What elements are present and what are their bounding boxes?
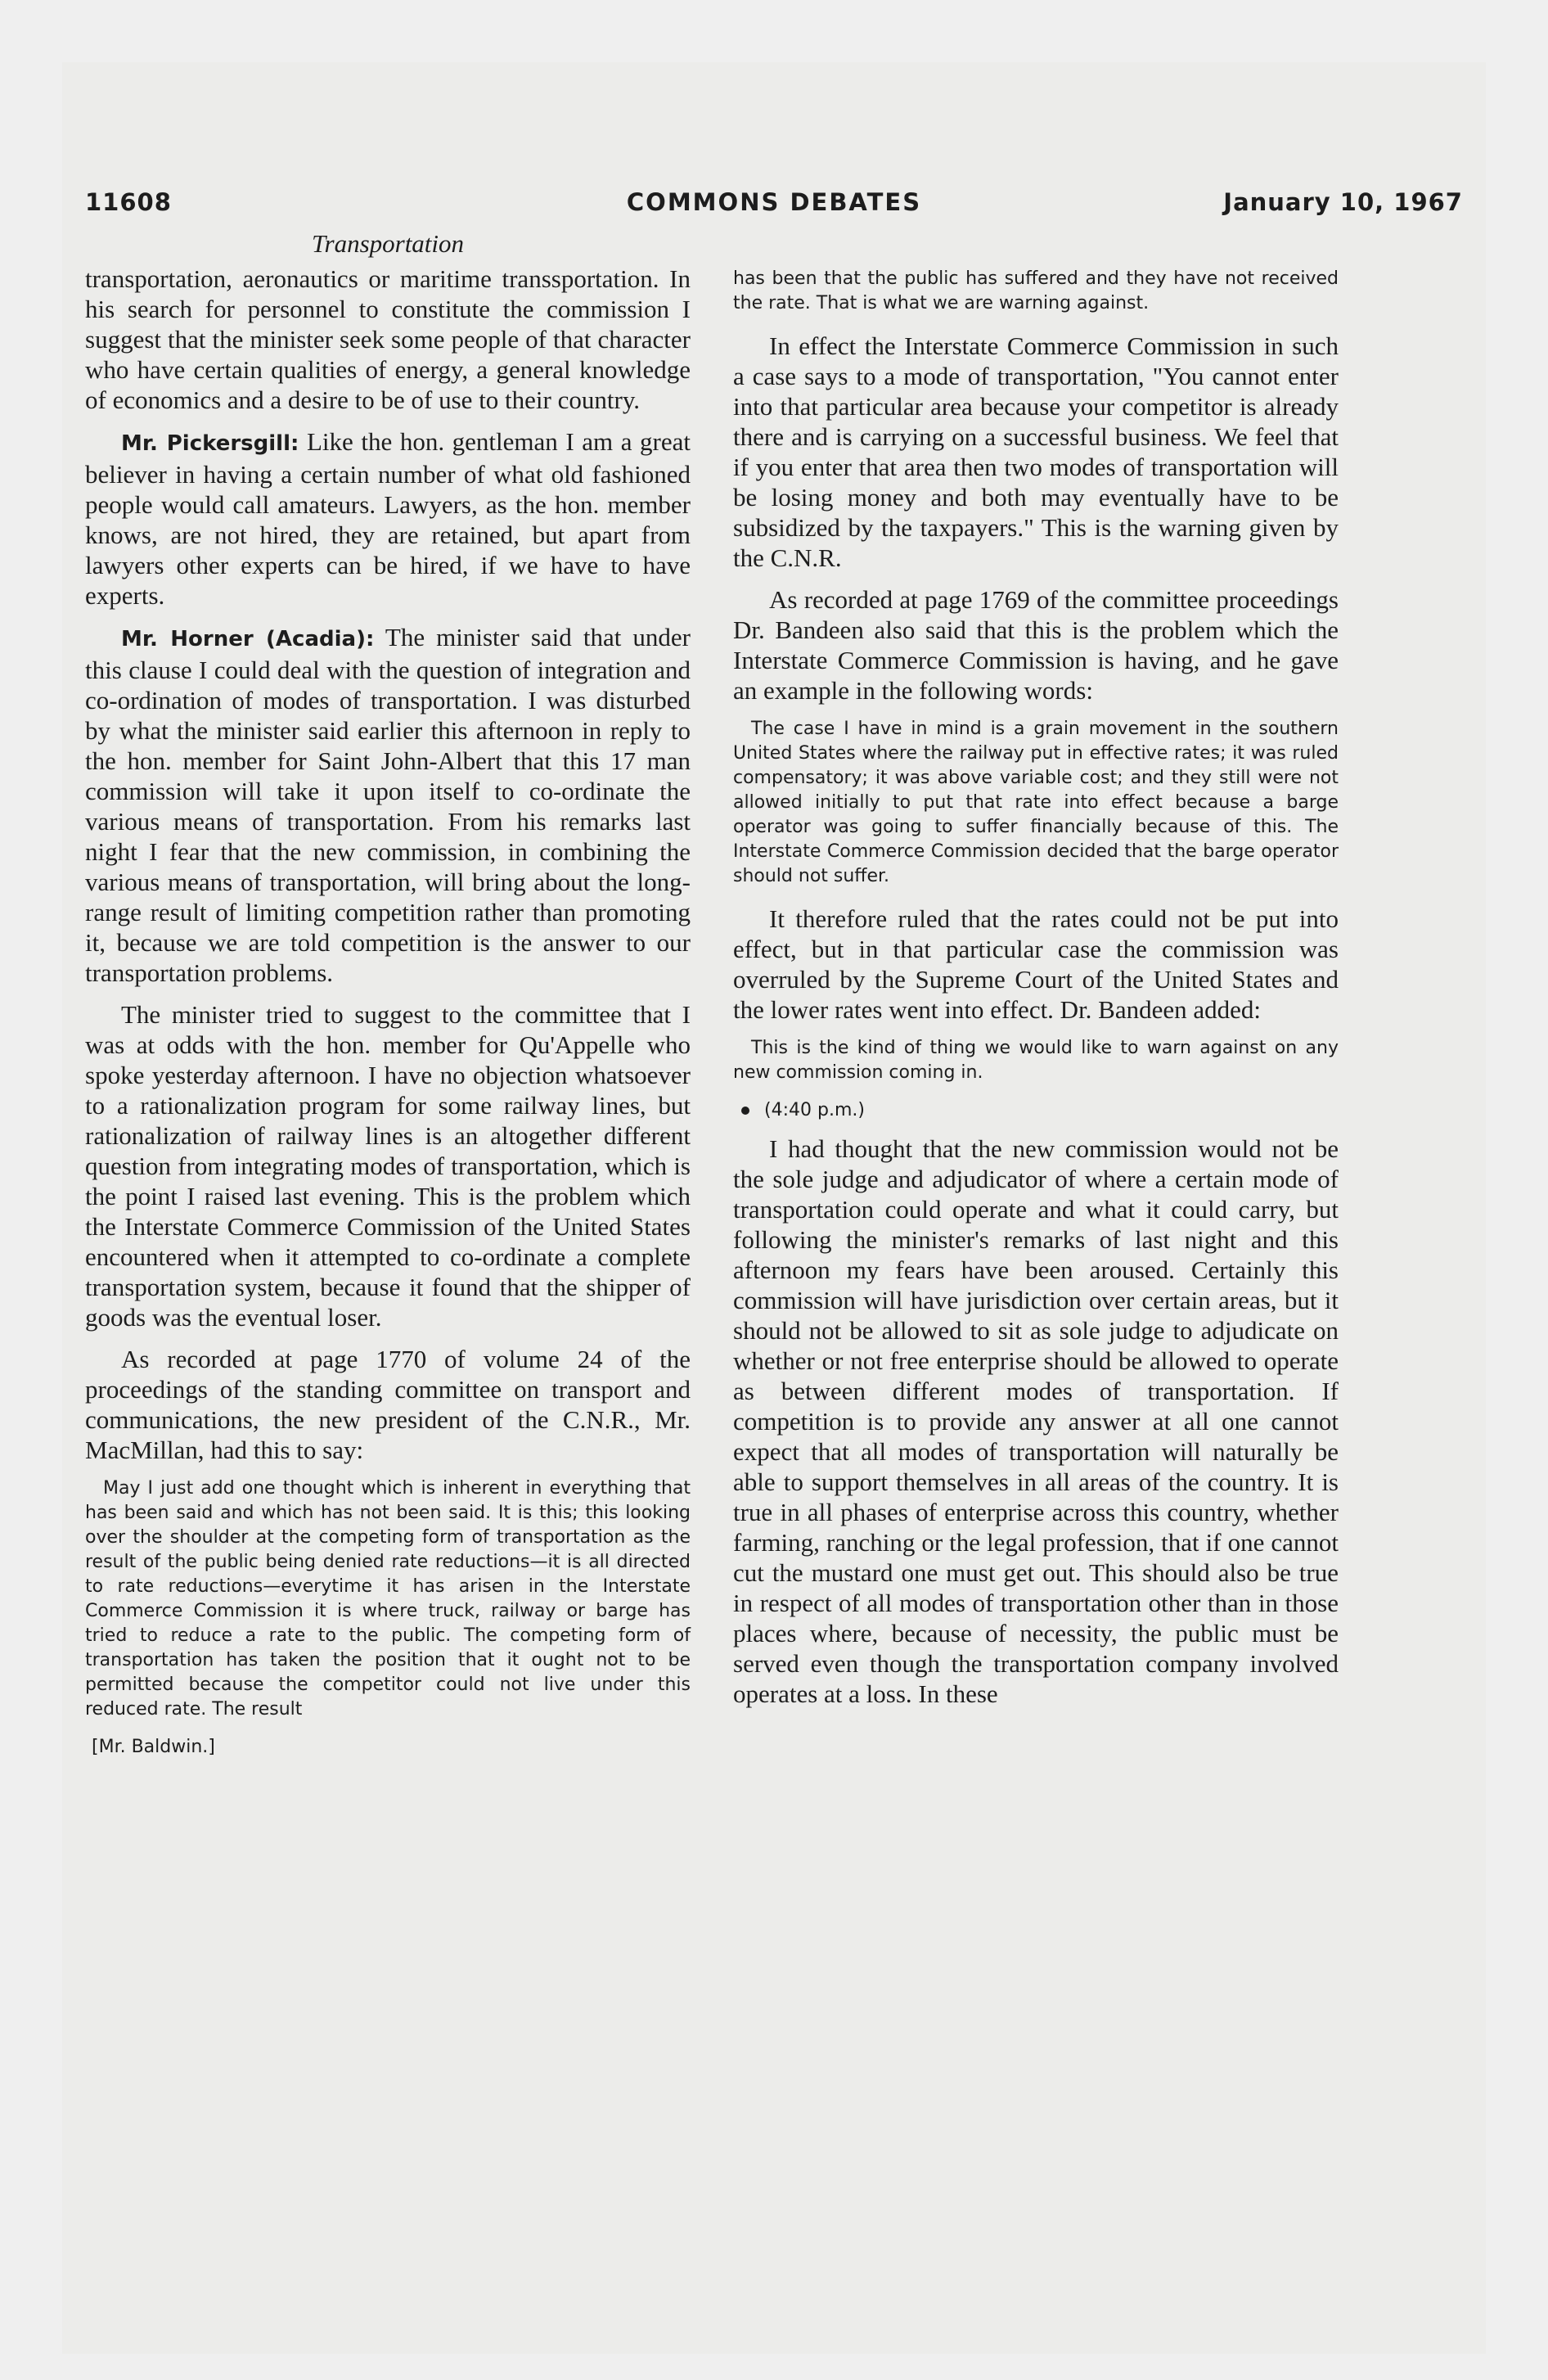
speech-text: The minister said that under this clause I could deal with the question of integration and co-ordination of modes of transportation. I was disturbed by what the minister said earlier this afternoon in reply to the hon. member for Saint John-Albert that this 17 man commission will take it upon itself to co-ordinate the various means of transportation. From his remarks last night I fear that the new commission, in combining the various means of transportation, will bring about the long-range result of limiting competition rather than promoting it, because we are told competition is the answer to our transportation problems. (85, 623, 691, 987)
speaker-name: Mr. Horner (Acadia): (121, 627, 375, 651)
speech-text: Like the hon. gentleman I am a great believer in having a certain number of what old fashioned people would call amateurs. Lawyers, as the hon. member knows, are not hired, they are retained, but apart from lawyers other experts can be hired, if we have to have experts. (85, 427, 691, 610)
paragraph: In effect the Interstate Commerce Commission in such a case says to a mode of transportation, "You cannot enter into that particular area because your competitor is already there and is carrying on a successful business. We feel that if you enter that area then two modes of transportation will be losing money and both may eventually have to be subsidized by the taxpayers." This is the warning given by the C.N.R. (733, 331, 1339, 572)
page-number: 11608 (85, 188, 172, 216)
bullet-icon (741, 1107, 749, 1115)
block-quote: May I just add one thought which is inherent in everything that has been said and which has not been said. It is this; this looking over the shoulder at the competing form of transportation as the result of the public being denied rate reductions—it is all directed to rate reductions—everytime it has arisen in the Interstate Commerce Commission it is where truck, railway or barge has tried to reduce a rate to the public. The competing form of transportation has taken the position that it ought not to be permitted because the competitor could not live under this reduced rate. The result (85, 1478, 691, 1720)
paragraph: transportation, aeronautics or maritime transsportation. In his search for personnel to constitute the commission I suggest that the minister seek some people of that character who have certain qualities of energy, a general knowledge of economics and a desire to be of use to their country. (85, 264, 691, 414)
paragraph (85, 622, 691, 988)
page-footer: [Mr. Baldwin.] (92, 1737, 215, 1757)
speaker-name: Mr. Pickersgill: (121, 431, 299, 456)
block-quote: This is the kind of thing we would like to warn against on any new commission coming in. (733, 1038, 1339, 1083)
paragraph: I had thought that the new commission would not be the sole judge and adjudicator of where a certain mode of transportation could operate and what it could carry, but following the minister's remarks of last night and this afternoon my fears have been aroused. Certainly this commission will have jurisdiction over certain areas, but it should not be allowed to sit as sole judge to adjudicate on whether or not free enterprise should be allowed to operate as between different modes of transportation. If competition is to provide any answer at all one cannot expect that all modes of transportation will naturally be able to support themselves in all areas of the country. It is true in all phases of enterprise across this country, whether farming, ranching or the legal profession, that if one cannot cut the mustard one must get out. This should also be true in respect of all modes of transportation other than in those places where, because of necessity, the public must be served even though the transportation company involved operates at a loss. In these (733, 1134, 1339, 1708)
subject-heading: Transportation (311, 229, 465, 258)
time-stamp (741, 1100, 1339, 1120)
block-quote: has been that the public has suffered and they have not received the rate. That is what we are warning against. (733, 268, 1339, 313)
paragraph: It therefore ruled that the rates could not be put into effect, but in that particular case the commission was overruled by the Supreme Court of the United States and the lower rates went into effect. Dr. Bandeen added: (733, 904, 1339, 1024)
publication-date: January 10, 1967 (1223, 188, 1463, 216)
paragraph: As recorded at page 1770 of volume 24 of the proceedings of the standing committee on transport and communications, the new president of the C.N.R., Mr. MacMillan, had this to say: (85, 1345, 691, 1464)
paragraph (85, 426, 691, 611)
block-quote: The case I have in mind is a grain movement in the southern United States where the railway put in effective rates; it was ruled compensatory; it was above variable cost; and they still were not allowed initially to put that rate into effect because a barge operator was going to suffer financially because of this. The Interstate Commerce Commission decided that the barge operator should not suffer. (733, 719, 1339, 886)
time-text: (4:40 p.m.) (764, 1100, 865, 1120)
right-column (733, 264, 1339, 1720)
running-header (85, 188, 1463, 228)
publication-title: COMMONS DEBATES (626, 188, 922, 216)
paragraph: As recorded at page 1769 of the committee proceedings Dr. Bandeen also said that this is the problem which the Interstate Commerce Commission is having, and he gave an example in the following words: (733, 585, 1339, 705)
left-column (85, 264, 691, 1757)
paragraph: The minister tried to suggest to the committee that I was at odds with the hon. member for Qu'Appelle who spoke yesterday afternoon. I have no objection whatsoever to a rationalization program for some railway lines, but rationalization of railway lines is an altogether different question from integrating modes of transportation, which is the point I raised last evening. This is the problem which the Interstate Commerce Commission of the United States encountered when it attempted to co-ordinate a complete transportation system, because it found that the shipper of goods was the eventual loser. (85, 1000, 691, 1332)
